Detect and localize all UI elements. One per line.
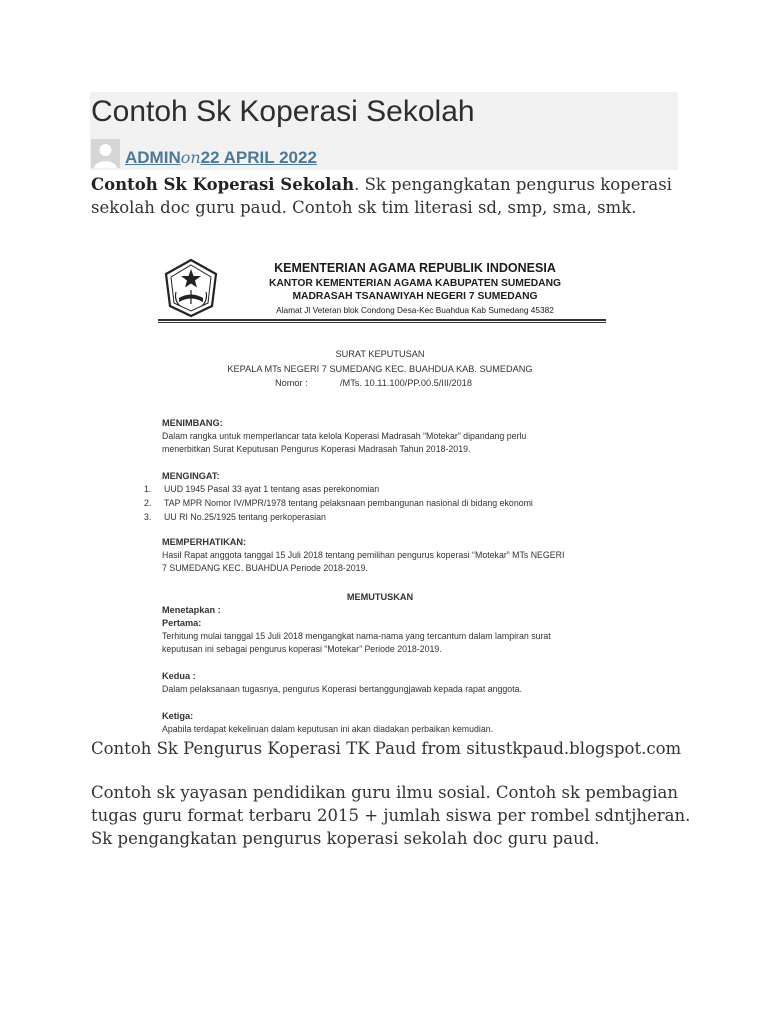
- sk-letter-image: [140, 248, 620, 738]
- body-paragraph: Contoh sk yayasan pendidikan guru ilmu sosial. Contoh sk pembagian tugas guru format terbaru 2015 + jumlah siswa per rombel sdntjheran. Sk pengangkatan pengurus koperasi sekolah doc guru paud.: [91, 783, 691, 848]
- letterhead-school: MADRASAH TSANAWIYAH NEGERI 7 SUMEDANG: [292, 291, 538, 302]
- image-caption: Contoh Sk Pengurus Koperasi TK Paud from situstkpaud.blogspot.com: [91, 739, 682, 758]
- intro-bold-title: Contoh Sk Koperasi Sekolah: [91, 175, 355, 194]
- author-avatar-icon[interactable]: [91, 139, 120, 168]
- nomor-label: Nomor :: [275, 378, 308, 388]
- post-date-link[interactable]: 22 APRIL 2022: [200, 148, 317, 167]
- memutuskan-heading: MEMUTUSKAN: [346, 592, 414, 602]
- mengingat-num-3: 3.: [144, 512, 152, 522]
- kedua-line-1: Dalam pelaksanaan tugasnya, pengurus Koperasi bertanggungjawab kepada rapat anggota.: [162, 684, 522, 694]
- memperhatikan-line-2: 7 SUMEDANG KEC. BUAHDUA Periode 2018-2019.: [162, 563, 368, 573]
- post-meta: [125, 147, 317, 169]
- letterhead-rule: [158, 319, 606, 321]
- menimbang-heading: MENIMBANG:: [162, 418, 223, 428]
- sk-title: SURAT KEPUTUSAN: [335, 349, 425, 359]
- memperhatikan-line-1: Hasil Rapat anggota tanggal 15 Juli 2018 tentang pemilihan pengurus koperasi “Motekar” MTs NEGERI: [162, 550, 565, 560]
- menetapkan-heading: Menetapkan :: [162, 605, 221, 615]
- pertama-line-2: keputusan ini sebagai pengurus koperasi “Motekar” Periode 2018-2019.: [162, 644, 442, 654]
- menimbang-line-2: menerbitkan Surat Keputusan Pengurus Koperasi Madrasah Tahun 2018-2019.: [162, 444, 471, 454]
- letterhead-rule-thin: [158, 322, 606, 323]
- ketiga-line-1: Apabila terdapat kekeliruan dalam keputusan ini akan diadakan perbaikan kemudian.: [162, 724, 494, 734]
- mengingat-item-2: TAP MPR Nomor IV/MPR/1978 tentang pelaksnaan pembangunan nasional di bidang ekonomi: [164, 498, 533, 508]
- ketiga-heading: Ketiga:: [162, 711, 194, 721]
- post-title: Contoh Sk Koperasi Sekolah: [91, 95, 475, 128]
- nomor-value: /MTs. 10.11.100/PP.00.5/III/2018: [340, 378, 472, 388]
- intro-paragraph: [91, 173, 691, 219]
- mengingat-item-1: UUD 1945 Pasal 33 ayat 1 tentang asas perekonomian: [164, 484, 380, 494]
- pertama-heading: Pertama:: [162, 618, 202, 628]
- meta-on-label: on: [180, 148, 201, 167]
- kedua-heading: Kedua :: [162, 671, 196, 681]
- pertama-line-1: Terhitung mulai tanggal 15 Juli 2018 mengangkat nama-nama yang tercantum dalam lampiran surat: [162, 631, 551, 641]
- letterhead-ministry: KEMENTERIAN AGAMA REPUBLIK INDONESIA: [274, 261, 556, 275]
- menimbang-line-1: Dalam rangka untuk memperlancar tata kelola Koperasi Madrasah “Motekar” dipandang perlu: [162, 431, 527, 441]
- mengingat-item-3: UU RI No.25/1925 tentang perkoperasian: [164, 512, 326, 522]
- letterhead-address: Alamat Jl Veteran blok Condong Desa-Kec Buahdua Kab Sumedang 45382: [276, 305, 554, 315]
- mengingat-num-2: 2.: [144, 498, 152, 508]
- mengingat-heading: MENGINGAT:: [162, 471, 220, 481]
- memperhatikan-heading: MEMPERHATIKAN:: [162, 537, 247, 547]
- sk-issuer: KEPALA MTs NEGERI 7 SUMEDANG KEC. BUAHDUA KAB. SUMEDANG: [227, 364, 533, 374]
- author-link[interactable]: ADMIN: [125, 148, 181, 167]
- ministry-emblem-icon: [162, 258, 220, 318]
- intro-text: . Sk pengangkatan pengurus koperasi sekolah doc guru paud. Contoh sk tim literasi sd, smp, sma, smk.: [91, 175, 672, 217]
- mengingat-num-1: 1.: [144, 484, 152, 494]
- letterhead-office: KANTOR KEMENTERIAN AGAMA KABUPATEN SUMEDANG: [268, 278, 562, 289]
